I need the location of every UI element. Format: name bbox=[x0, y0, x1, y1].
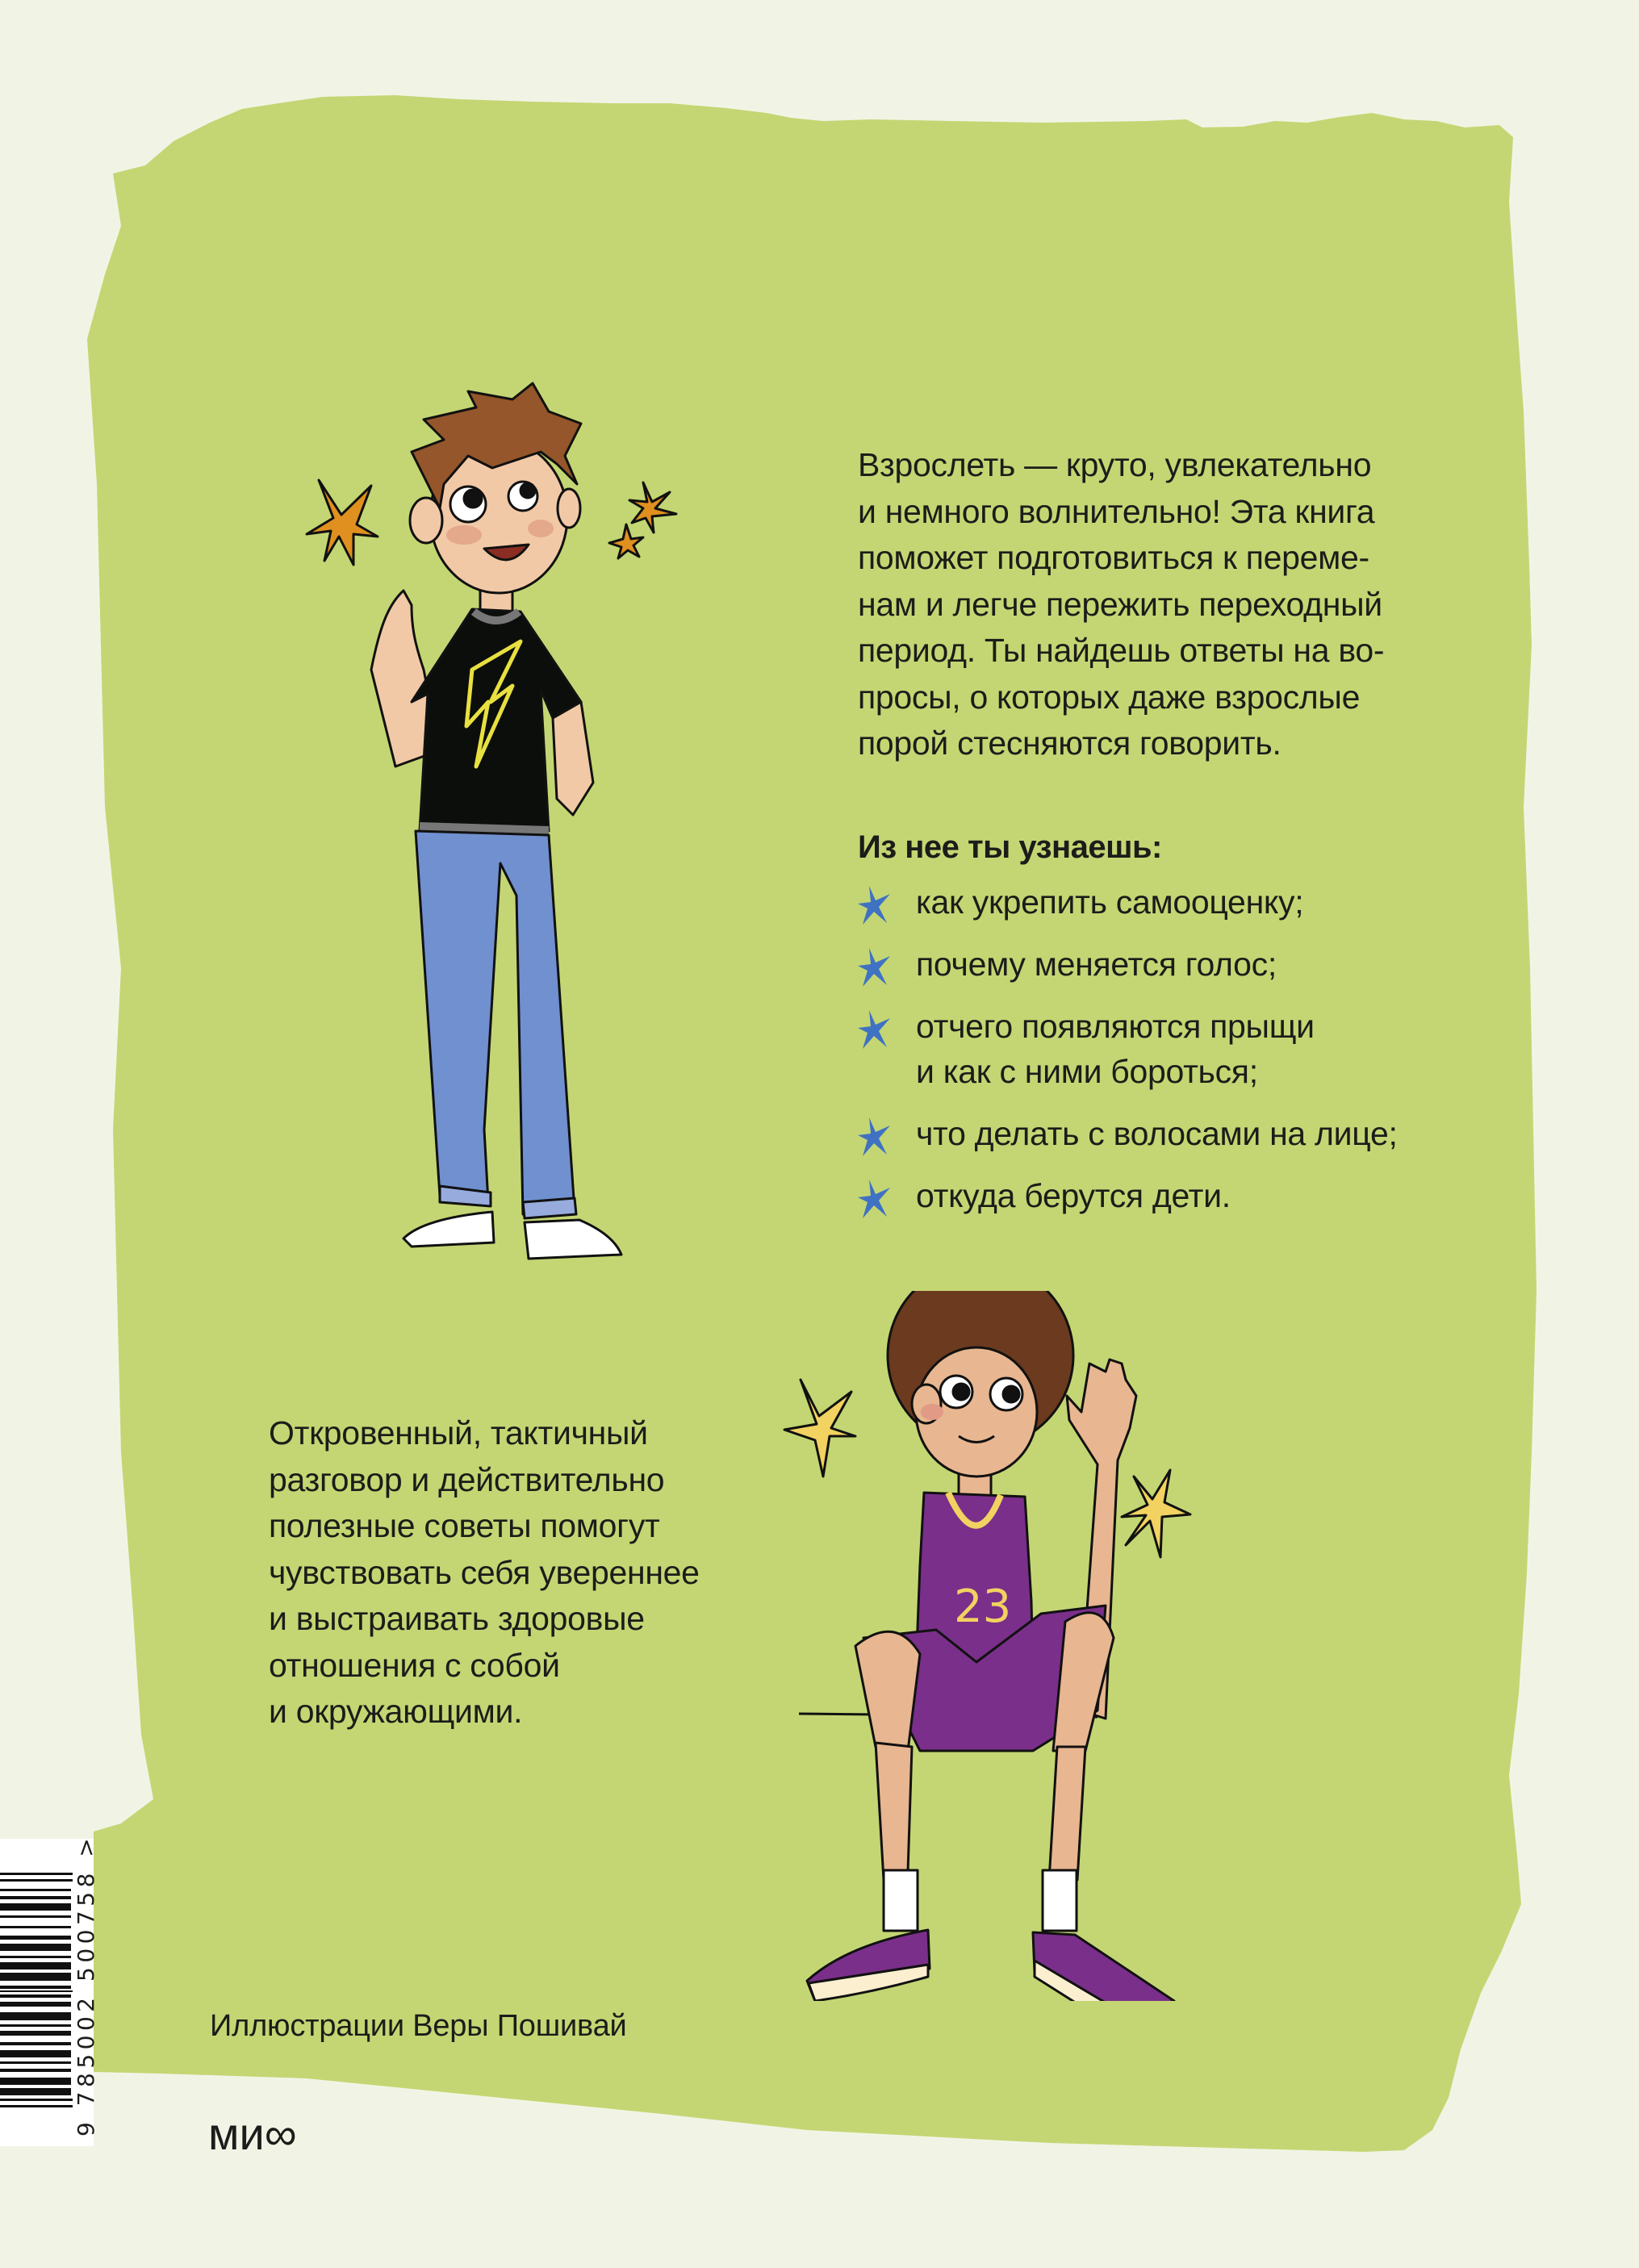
illustrator-credit: Иллюстрации Веры Пошивай bbox=[210, 2009, 627, 2043]
intro-line: Взрослеть — круто, увлекательно bbox=[858, 446, 1372, 483]
intro-line: просы, о которых даже взрослые bbox=[858, 678, 1361, 716]
outro-line: полезные советы помогут bbox=[269, 1507, 660, 1544]
barcode-digits: 9 785002 500758 > bbox=[73, 1833, 99, 2136]
star-icon bbox=[858, 884, 892, 926]
list-item: что делать с волосами на лице; bbox=[858, 1111, 1487, 1156]
outro-line: отношения с собой bbox=[269, 1646, 560, 1684]
learn-list bbox=[858, 879, 1487, 1235]
list-item: как укрепить самооценку; bbox=[858, 879, 1487, 925]
star-icon bbox=[858, 1009, 892, 1050]
star-icon bbox=[858, 1178, 892, 1220]
outro-paragraph bbox=[269, 1410, 785, 1735]
outro-line: разговор и действительно bbox=[269, 1460, 665, 1498]
star-icon bbox=[307, 480, 378, 565]
intro-line: и немного волнительно! Эта книга bbox=[858, 492, 1375, 530]
intro-paragraph bbox=[858, 442, 1471, 767]
star-icon bbox=[609, 524, 643, 558]
publisher-logo: ми∞ bbox=[208, 2108, 297, 2159]
learn-heading: Из нее ты узнаешь: bbox=[858, 829, 1162, 865]
list-item: отчего появляются прыщи и как с ними бороться; bbox=[858, 1004, 1487, 1094]
outro-line: чувствовать себя увереннее bbox=[269, 1553, 700, 1591]
intro-line: порой стесняются говорить. bbox=[858, 725, 1282, 762]
outro-line: и окружающими. bbox=[269, 1693, 523, 1730]
intro-line: период. Ты найдешь ответы на во- bbox=[858, 632, 1385, 669]
star-icon bbox=[629, 482, 676, 533]
intro-line: нам и легче пережить переходный bbox=[858, 585, 1382, 623]
outro-line: и выстраивать здоровые bbox=[269, 1600, 645, 1637]
star-icon bbox=[858, 946, 892, 988]
boy-lightning-illustration bbox=[282, 363, 767, 1275]
star-icon bbox=[1122, 1470, 1190, 1557]
jersey-number: 23 bbox=[954, 1581, 1012, 1633]
star-icon bbox=[858, 1116, 892, 1158]
list-item: почему меняется голос; bbox=[858, 942, 1487, 987]
star-icon bbox=[784, 1380, 855, 1476]
boy-basketball-illustration bbox=[775, 1291, 1340, 2001]
list-item: откуда берутся дети. bbox=[858, 1173, 1487, 1218]
intro-line: поможет подготовиться к переме- bbox=[858, 539, 1369, 576]
outro-line: Откровенный, тактичный bbox=[269, 1414, 648, 1451]
